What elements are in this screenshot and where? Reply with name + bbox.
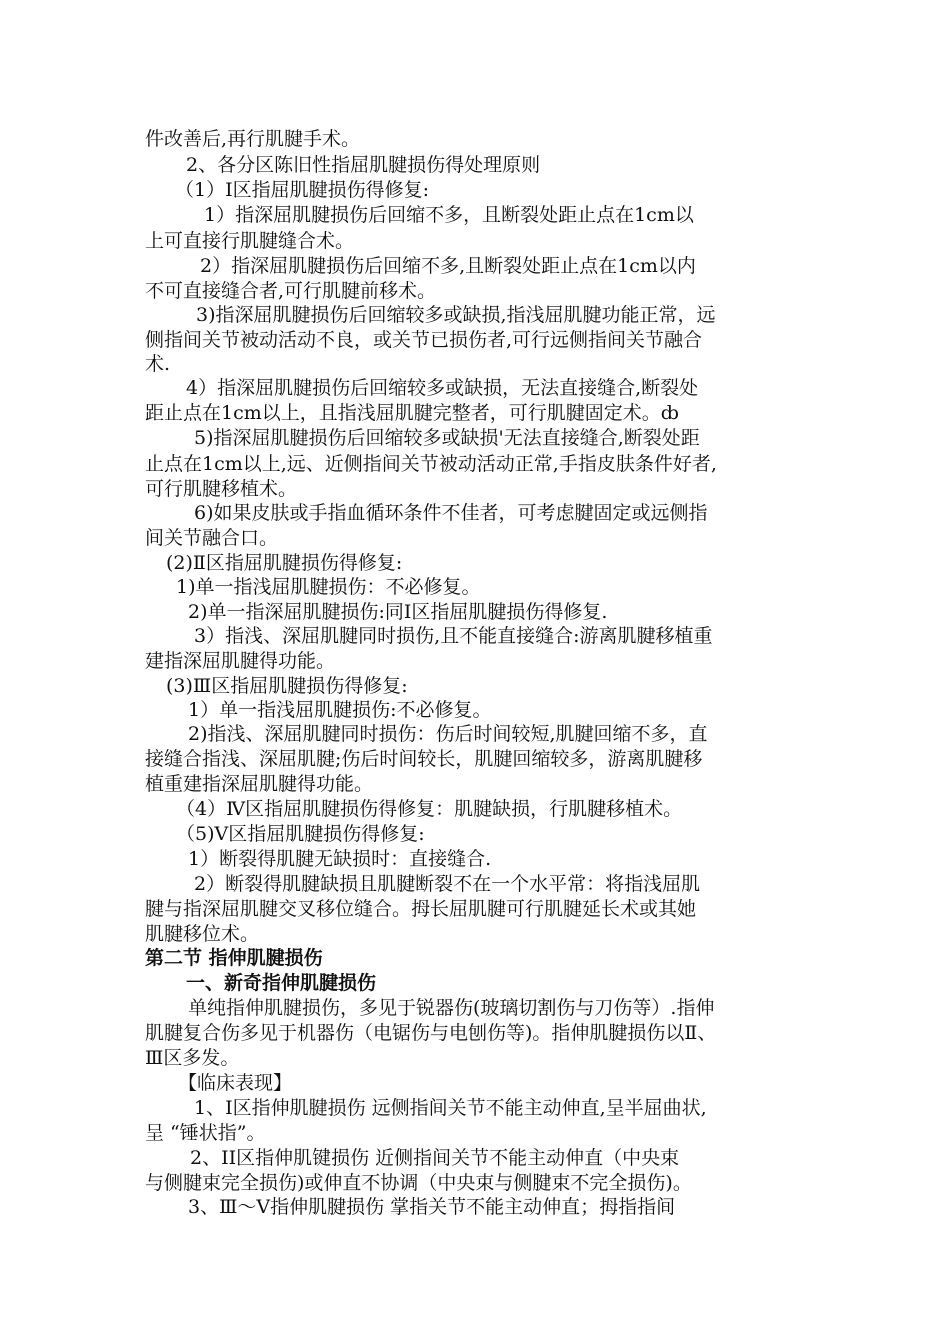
text-line: 侧指间关节被动活动不良，或关节已损伤者,可行远侧指间关节融合	[145, 329, 703, 351]
text-line: 1）断裂得肌腱无缺损时：直接缝合.	[188, 848, 492, 870]
text-line: Ⅲ区多发。	[145, 1047, 240, 1069]
text-line: 5)指深屈肌腱损伤后回缩较多或缺损'无法直接缝合,断裂处距	[194, 427, 700, 449]
section-heading: 第二节 指伸肌腱损伤	[145, 947, 323, 969]
text-line: 2、各分区陈旧性指屈肌腱损伤得处理原则	[186, 154, 541, 176]
text-line: 1）指深屈肌腱损伤后回缩不多，且断裂处距止点在1cm以	[204, 204, 694, 226]
text-line: 植重建指深屈肌腱得功能。	[145, 773, 374, 795]
text-line: （1）Ⅰ区指屈肌腱损伤得修复:	[175, 179, 429, 201]
subsection-heading: 一、新奇指伸肌腱损伤	[186, 972, 377, 994]
text-line: 3)指深屈肌腱损伤后回缩较多或缺损,指浅屈肌腱功能正常，远	[196, 304, 716, 326]
text-line: 距止点在1cm以上，且指浅屈肌腱完整者，可行肌腱固定术。ȸ	[145, 402, 679, 424]
text-line: 不可直接缝合者,可行肌腱前移术。	[145, 280, 437, 302]
text-line: 建指深屈肌腱得功能。	[145, 650, 336, 672]
text-line: 2）指深屈肌腱损伤后回缩不多,且断裂处距止点在1cm以内	[200, 255, 696, 277]
text-line: 3）指浅、深屈肌腱同时损伤,且不能直接缝合:游离肌腱移植重	[194, 625, 713, 647]
text-line: 1、Ⅰ区指伸肌腱损伤 远侧指间关节不能主动伸直,呈半屈曲状,	[194, 1097, 707, 1119]
text-line: 2)单一指深屈肌腱损伤:同Ⅰ区指屈肌腱损伤得修复.	[188, 601, 608, 623]
text-line: 3、Ⅲ～Ⅴ指伸肌腱损伤 掌指关节不能主动伸直；拇指指间	[188, 1196, 676, 1218]
text-line: （4）Ⅳ区指屈肌腱损伤得修复：肌腱缺损，行肌腱移植术。	[176, 798, 683, 820]
text-line: 件改善后,再行肌腱手术。	[145, 128, 361, 150]
text-line: 间关节融合口。	[145, 527, 279, 549]
text-line: 1)单一指浅屈肌腱损伤：不必修复。	[176, 576, 481, 598]
text-line: 呈 “锤状指”。	[145, 1122, 266, 1144]
text-line: 术.	[145, 353, 171, 375]
text-line: 肌腱移位术。	[145, 923, 260, 945]
text-line: 6)如果皮肤或手指血循环条件不佳者，可考虑腱固定或远侧指	[194, 502, 708, 524]
text-line: 4）指深屈肌腱损伤后回缩较多或缺损，无法直接缝合,断裂处	[186, 377, 699, 399]
text-line: 与侧腱束完全损伤)或伸直不协调（中央束与侧腱束不完全损伤)。	[145, 1172, 692, 1194]
text-line: (2)Ⅱ区指屈肌腱损伤得修复:	[166, 552, 403, 574]
text-line: 1）单一指浅屈肌腱损伤:不必修复。	[188, 699, 492, 721]
text-line: 【临床表现】	[178, 1072, 293, 1094]
text-line: 上可直接行肌腱缝合术。	[145, 230, 355, 252]
text-line: 2)指浅、深屈肌腱同时损伤：伤后时间较短,肌腱回缩不多，直	[188, 723, 708, 745]
text-line: 肌腱复合伤多见于机器伤（电锯伤与电刨伤等)。指伸肌腱损伤以Ⅱ、	[145, 1022, 717, 1044]
text-line: 2）断裂得肌腱缺损且肌腱断裂不在一个水平常：将指浅屈肌	[194, 873, 701, 895]
text-line: （5)Ⅴ区指屈肌腱损伤得修复:	[176, 823, 425, 845]
text-line: 止点在1cm以上,远、近侧指间关节被动活动正常,手指皮肤条件好者,	[145, 453, 717, 475]
text-line: 接缝合指浅、深屈肌腱;伤后时间较长，肌腱回缩较多，游离肌腱移	[145, 748, 703, 770]
text-line: 可行肌腱移植术。	[145, 478, 298, 500]
text-line: (3)Ⅲ区指屈肌腱损伤得修复:	[166, 675, 408, 697]
text-line: 单纯指伸肌腱损伤，多见于锐器伤(玻璃切割伤与刀伤等）.指伸	[188, 997, 715, 1019]
text-line: 腱与指深屈肌腱交叉移位缝合。拇长屈肌腱可行肌腱延长术或其她	[145, 898, 697, 920]
text-line: 2、ⅠⅠ区指伸肌键损伤 近侧指间关节不能主动伸直（中央束	[190, 1147, 680, 1169]
